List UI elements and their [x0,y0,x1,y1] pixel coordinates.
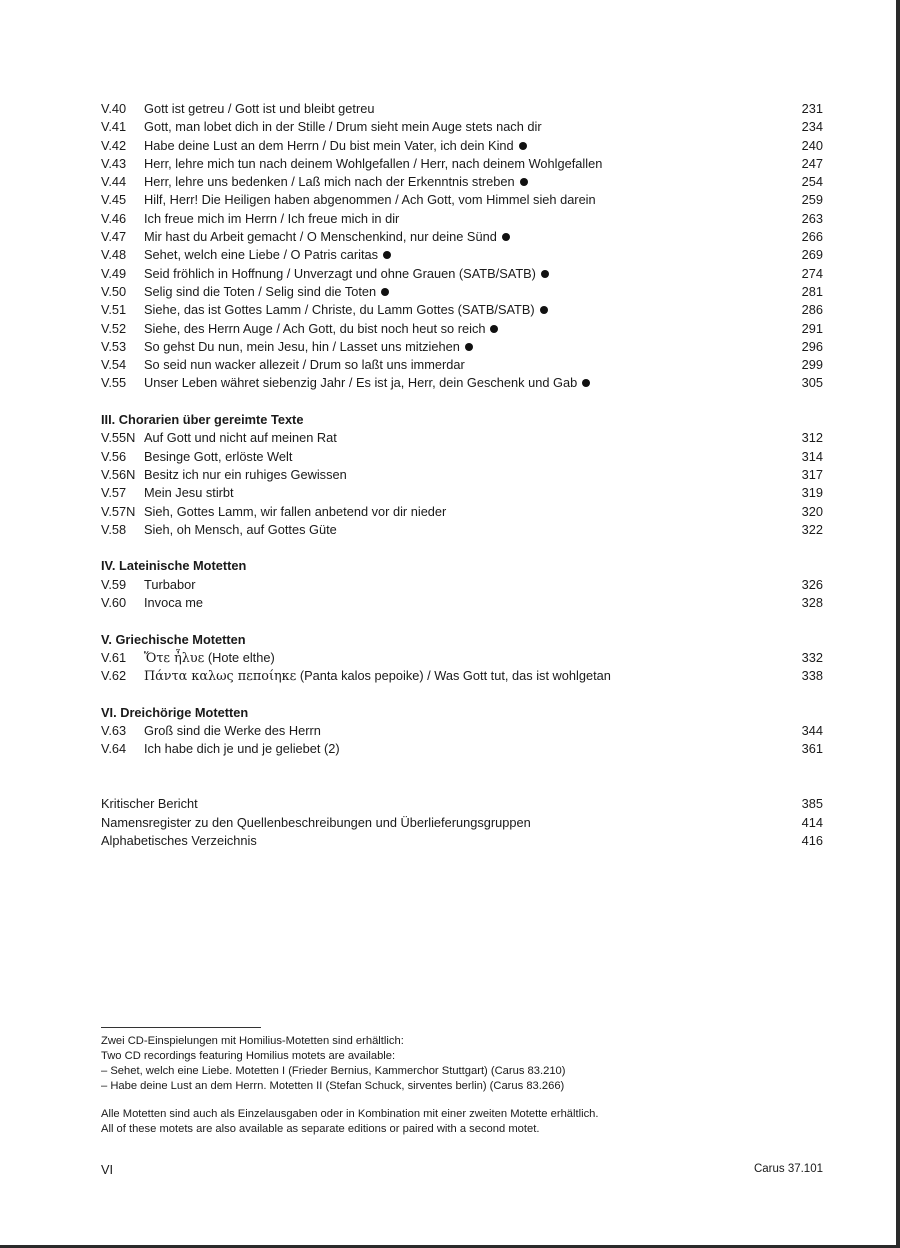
entry-page: 416 [801,832,823,848]
toc-entry [101,100,823,118]
toc-section [101,557,823,612]
toc-entry [101,301,823,319]
entry-page: 317 [801,466,823,482]
toc-entry [101,265,823,283]
section-heading: III. Chorarien über gereimte Texte [101,412,304,428]
section-heading: IV. Lateinische Motetten [101,558,247,574]
entry-page: 385 [801,796,823,812]
entry-title [144,173,783,191]
footnote-line: – Sehet, welch eine Liebe. Motetten I (Frieder Bernius, Kammerchor Stuttgart) (Carus 83.210) [101,1065,566,1077]
entry-number: V.45 [101,192,127,208]
entry-page: 361 [801,741,823,757]
entry-title-text: Mir hast du Arbeit gemacht / O Menschenkind, nur deine Sünd [144,229,497,245]
toc-entry [101,484,823,502]
entry-page: 299 [801,357,823,373]
cd-recording-dot-icon [381,288,389,296]
entry-title-text: Herr, lehre uns bedenken / Laß mich nach der Erkenntnis streben [144,174,515,190]
entry-title [101,832,783,850]
entry-page: 338 [801,668,823,684]
page-edge-right [896,0,900,1248]
entry-title-text: Besinge Gott, erlöste Welt [144,448,293,464]
entry-title-text: So gehst Du nun, mein Jesu, hin / Lasset uns mitziehen [144,338,460,354]
entry-title [101,814,783,832]
entry-title-text: Siehe, des Herrn Auge / Ach Gott, du bist noch heut so reich [144,320,486,336]
entry-title-text: Sieh, oh Mensch, auf Gottes Güte [144,521,337,537]
toc-entry [101,521,823,539]
entry-title [144,374,783,392]
entry-number: V.53 [101,338,127,354]
entry-number: V.57N [101,503,136,519]
entry-number: V.57 [101,485,127,501]
entry-page: 254 [801,174,823,190]
entry-page: 314 [801,448,823,464]
toc-entry [101,155,823,173]
entry-page: 234 [801,119,823,135]
entry-page: 231 [801,101,823,116]
entry-title [144,301,783,319]
toc-entry [101,173,823,191]
entry-page: 305 [801,375,823,391]
entry-number: V.52 [101,320,127,336]
entry-title-text: Selig sind die Toten / Selig sind die Toten [144,283,377,299]
toc-sections [101,411,823,759]
cd-recording-dot-icon [520,178,528,186]
entry-title [144,521,783,539]
entry-number: V.42 [101,137,127,153]
toc-entry [101,283,823,301]
entry-title-text: Herr, lehre mich tun nach deinem Wohlgefallen / Herr, nach deinem Wohlgefallen [144,155,603,171]
entry-number: V.47 [101,229,127,245]
entry-number: V.60 [101,595,127,611]
toc-entry [101,832,823,850]
entry-number: V.63 [101,723,127,739]
footnote-line: – Habe deine Lust an dem Herrn. Motetten II (Stefan Schuck, sirventes berlin) (Carus 83.266) [101,1080,565,1092]
entry-number: V.43 [101,155,127,171]
entry-page: 414 [801,814,823,830]
entry-number: V.51 [101,302,127,318]
toc-entry [101,814,823,832]
toc-entry [101,191,823,209]
toc-back-matter [101,795,823,850]
toc-entry [101,448,823,466]
entry-title [144,448,783,466]
entry-title [144,338,783,356]
entry-title-text: Gott, man lobet dich in der Stille / Drum sieht mein Auge stets nach dir [144,119,542,135]
entry-title-text: So seid nun wacker allezeit / Drum so laßt uns immerdar [144,357,465,373]
toc-entry [101,795,823,813]
table-of-contents [101,100,823,850]
entry-title [144,356,783,374]
entry-page: 259 [801,192,823,208]
entry-page: 312 [801,430,823,446]
toc-entry [101,429,823,447]
entry-title [144,594,783,612]
toc-entry [101,649,823,667]
toc-entry [101,338,823,356]
entry-title [144,246,783,264]
entry-title-text: Sieh, Gottes Lamm, wir fallen anbetend vor dir nieder [144,503,447,519]
entry-number: V.50 [101,283,127,299]
entry-title-text: Alphabetisches Verzeichnis [101,832,257,848]
entry-title-text: Groß sind die Werke des Herrn [144,723,321,739]
footnote-rule [101,1027,261,1028]
entry-page: 286 [801,302,823,318]
entry-title [144,667,783,686]
footnotes [101,1034,821,1137]
entry-title [144,137,783,155]
entry-title-text: Turbabor [144,576,196,592]
entry-number: V.58 [101,521,127,537]
entry-title-text: Unser Leben währet siebenzig Jahr / Es ist ja, Herr, dein Geschenk und Gab [144,375,578,391]
toc-entry [101,503,823,521]
entry-title [144,100,783,118]
entry-number: V.49 [101,265,127,281]
cd-recording-dot-icon [490,325,498,333]
entry-title [144,649,783,668]
toc-entry [101,722,823,740]
entry-number: V.55N [101,430,136,446]
page-number: VI [101,1162,114,1177]
entry-number: V.54 [101,357,127,373]
cd-recording-dot-icon [465,343,473,351]
toc-section-v-list [101,100,823,393]
toc-entry [101,210,823,228]
entry-title [144,320,783,338]
entry-number: V.56N [101,466,136,482]
entry-page: 296 [801,338,823,354]
entry-number: V.59 [101,576,127,592]
entry-title-text: Sehet, welch eine Liebe / O Patris caritas [144,247,379,263]
entry-page: 269 [801,247,823,263]
section-heading: V. Griechische Motetten [101,631,246,647]
footnote-line: Alle Motetten sind auch als Einzelausgaben oder in Kombination mit einer zweiten Motette erhältlich. [101,1108,599,1120]
entry-title-text: Mein Jesu stirbt [144,485,234,501]
entry-number: V.64 [101,741,127,757]
entry-number: V.44 [101,174,127,190]
entry-page: 344 [801,723,823,739]
entry-title [144,228,783,246]
entry-number: V.61 [101,649,127,665]
entry-title [144,576,783,594]
entry-title-text: Hilf, Herr! Die Heiligen haben abgenommen / Ach Gott, vom Himmel sieh darein [144,192,596,208]
toc-entry [101,466,823,484]
entry-page: 328 [801,595,823,611]
entry-title-text: Invoca me [144,595,204,611]
footnote-editions-info [101,1107,821,1137]
toc-entry [101,576,823,594]
entry-title [144,283,783,301]
entry-number: V.40 [101,101,127,116]
entry-title-text: Namensregister zu den Quellenbeschreibungen und Überlieferungsgruppen [101,814,531,830]
footnote-line: Two CD recordings featuring Homilius motets are available: [101,1050,396,1062]
entry-title [144,210,783,228]
entry-title-text: Siehe, das ist Gottes Lamm / Christe, du Lamm Gottes (SATB/SATB) [144,302,535,318]
toc-entry [101,740,823,758]
cd-recording-dot-icon [540,306,548,314]
entry-page: 322 [801,521,823,537]
entry-page: 240 [801,137,823,153]
entry-title-text: (Panta kalos pepoike) / Was Gott tut, das ist wohlgetan [296,668,611,684]
entry-number: V.48 [101,247,127,263]
entry-title-text: Auf Gott und nicht auf meinen Rat [144,430,337,446]
footnote-line: Zwei CD-Einspielungen mit Homilius-Motetten sind erhältlich: [101,1035,404,1047]
entry-title-text: Ich freue mich im Herrn / Ich freue mich in dir [144,210,400,226]
entry-title-text: Besitz ich nur ein ruhiges Gewissen [144,466,347,482]
cd-recording-dot-icon [541,270,549,278]
entry-title-text: Ich habe dich je und je geliebet (2) [144,741,340,757]
toc-section [101,411,823,539]
entry-title-text: Kritischer Bericht [101,796,198,812]
entry-title [144,155,783,173]
toc-entry [101,118,823,136]
entry-title [144,429,783,447]
toc-entry [101,228,823,246]
entry-page: 281 [801,283,823,299]
entry-title [144,118,783,136]
entry-title [144,466,783,484]
entry-title-text: Seid fröhlich in Hoffnung / Unverzagt und ohne Grauen (SATB/SATB) [144,265,536,281]
cd-recording-dot-icon [502,233,510,241]
entry-title [144,191,783,209]
entry-page: 320 [801,503,823,519]
section-heading: VI. Dreichörige Motetten [101,704,249,720]
entry-page: 274 [801,265,823,281]
entry-greek-title: Πάντα καλως πεποίηκε [144,669,297,685]
entry-title [144,722,783,740]
entry-title-text: (Hote elthe) [204,649,275,665]
entry-title [144,503,783,521]
toc-entry [101,320,823,338]
toc-entry [101,667,823,685]
entry-title [144,740,783,758]
footnote-line: All of these motets are also available as separate editions or paired with a second motet. [101,1123,540,1135]
entry-number: V.56 [101,448,127,464]
entry-title-text: Gott ist getreu / Gott ist und bleibt getreu [144,101,375,116]
entry-number: V.55 [101,375,127,391]
toc-section [101,704,823,759]
entry-page: 263 [801,210,823,226]
toc-entry [101,594,823,612]
catalog-number: Carus 37.101 [753,1163,823,1175]
toc-entry [101,246,823,264]
entry-title [144,484,783,502]
entry-page: 319 [801,485,823,501]
toc-entry [101,374,823,392]
entry-title [144,265,783,283]
footnote-cd-info [101,1034,821,1094]
cd-recording-dot-icon [519,142,527,150]
entry-number: V.62 [101,668,127,684]
entry-page: 247 [801,155,823,171]
entry-greek-title: Ὅτε ἦλυε [144,650,205,666]
entry-page: 332 [801,649,823,665]
toc-entry [101,137,823,155]
entry-number: V.41 [101,119,127,135]
entry-title [101,795,783,813]
cd-recording-dot-icon [383,251,391,259]
entry-page: 326 [801,576,823,592]
toc-section [101,631,823,686]
entry-page: 266 [801,229,823,245]
entry-number: V.46 [101,210,127,226]
entry-title-text: Habe deine Lust an dem Herrn / Du bist mein Vater, ich dein Kind [144,137,514,153]
toc-entry [101,356,823,374]
cd-recording-dot-icon [582,379,590,387]
entry-page: 291 [801,320,823,336]
